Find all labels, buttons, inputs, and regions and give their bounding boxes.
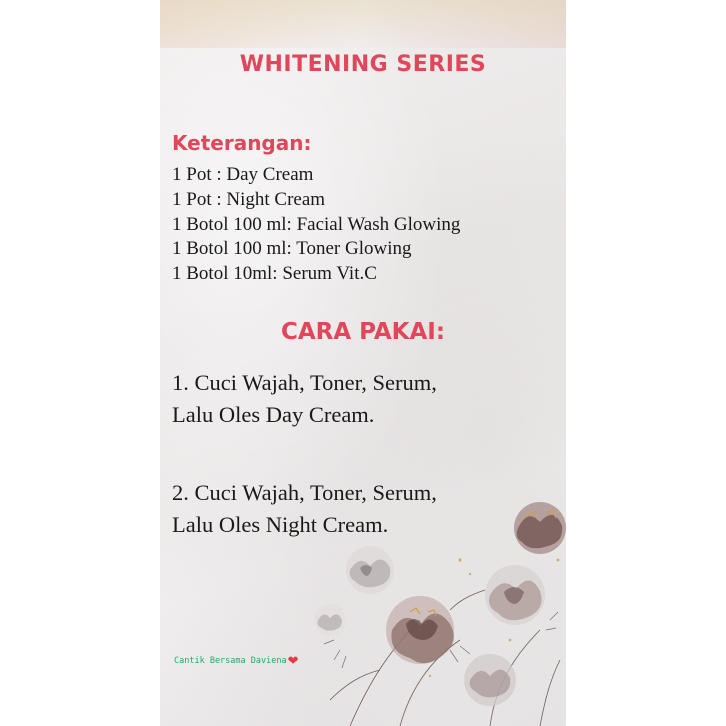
list-item: 1 Pot : Day Cream (172, 164, 314, 185)
list-item: 1 Botol 100 ml: Facial Wash Glowing (172, 213, 461, 235)
usage-step-day: 1. Cuci Wajah, Toner, Serum, Lalu Oles Day Cream. (172, 370, 437, 427)
product-info-card (160, 0, 566, 726)
footer-text: Cantik Bersama Daviena (174, 656, 287, 666)
page-title: WHITENING SERIES (239, 52, 487, 77)
footer-tagline (174, 654, 299, 669)
list-item: 1 Botol 100 ml: Toner Glowing (172, 238, 412, 260)
keterangan-heading: Keterangan: (172, 131, 312, 155)
list-item: 1 Pot : Night Cream (172, 188, 326, 210)
heart-icon: ❤ (287, 654, 299, 669)
marble-texture (160, 0, 566, 48)
flower-illustration (310, 500, 566, 726)
cara-pakai-heading: CARA PAKAI: (280, 319, 446, 345)
usage-step-night: 2. Cuci Wajah, Toner, Serum, Lalu Oles Night Cream. (172, 480, 437, 537)
keterangan-list (172, 163, 460, 287)
list-item: 1 Botol 10ml: Serum Vit.C (172, 263, 377, 285)
